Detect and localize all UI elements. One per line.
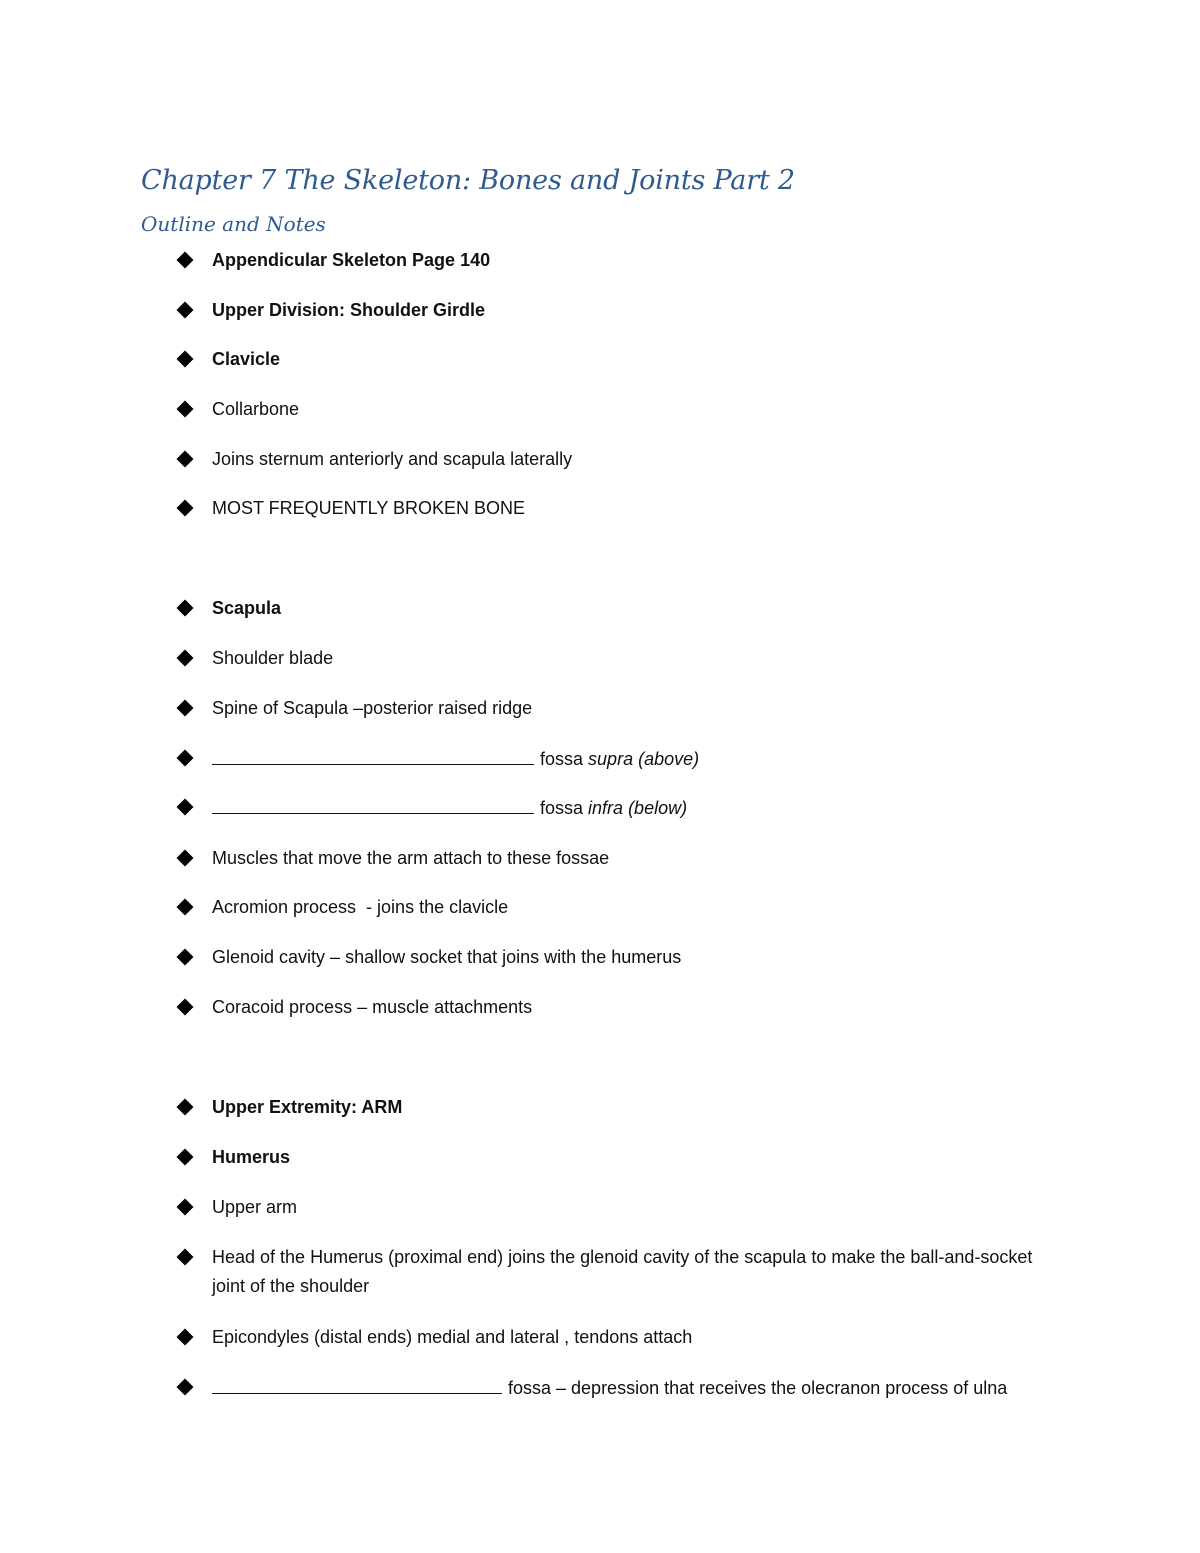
- diamond-bullet-icon: [177, 1099, 194, 1116]
- list-item-text: [212, 793, 1072, 823]
- page-subtitle: Outline and Notes: [141, 212, 326, 236]
- list-item-text: [212, 1373, 1072, 1403]
- diamond-bullet-icon: [177, 302, 194, 319]
- diamond-bullet-icon: [177, 1249, 194, 1266]
- list-item-text: MOST FREQUENTLY BROKEN BONE: [212, 498, 526, 518]
- fossa-term: supra (above): [588, 749, 700, 769]
- diamond-bullet-icon: [177, 600, 194, 617]
- diamond-bullet-icon: [177, 850, 194, 867]
- list-item-text: Epicondyles (distal ends) medial and lateral , tendons attach: [212, 1327, 693, 1347]
- fossa-label: fossa: [540, 798, 584, 818]
- diamond-bullet-icon: [177, 500, 194, 517]
- list-item-text: Upper Extremity: ARM: [212, 1097, 403, 1117]
- fill-in-blank: [212, 793, 534, 814]
- diamond-bullet-icon: [177, 401, 194, 418]
- list-item-text: Muscles that move the arm attach to these fossae: [212, 848, 610, 868]
- diamond-bullet-icon: [177, 1199, 194, 1216]
- list-item-text: [212, 744, 1072, 774]
- diamond-bullet-icon: [177, 999, 194, 1016]
- list-item-text: Scapula: [212, 598, 282, 618]
- diamond-bullet-icon: [177, 899, 194, 916]
- diamond-bullet-icon: [177, 1379, 194, 1396]
- diamond-bullet-icon: [177, 750, 194, 767]
- list-item-text: Appendicular Skeleton Page 140: [212, 250, 491, 270]
- list-item-text: Upper Division: Shoulder Girdle: [212, 300, 486, 320]
- list-item-text: Spine of Scapula –posterior raised ridge: [212, 698, 533, 718]
- list-item-text: Acromion process - joins the clavicle: [212, 897, 509, 917]
- fill-in-blank: [212, 744, 534, 765]
- diamond-bullet-icon: [177, 949, 194, 966]
- diamond-bullet-icon: [177, 1329, 194, 1346]
- diamond-bullet-icon: [177, 799, 194, 816]
- page-title: Chapter 7 The Skeleton: Bones and Joints Part 2: [141, 165, 795, 196]
- fossa-label: fossa: [540, 749, 584, 769]
- list-item-text: Glenoid cavity – shallow socket that joins with the humerus: [212, 947, 682, 967]
- diamond-bullet-icon: [177, 650, 194, 667]
- list-item-text: Clavicle: [212, 349, 281, 369]
- fossa-term: infra (below): [588, 798, 688, 818]
- diamond-bullet-icon: [177, 351, 194, 368]
- diamond-bullet-icon: [177, 252, 194, 269]
- diamond-bullet-icon: [177, 700, 194, 717]
- list-item-text: Shoulder blade: [212, 648, 334, 668]
- list-item-text: Collarbone: [212, 399, 300, 419]
- list-item-text: Humerus: [212, 1147, 291, 1167]
- list-item-text: Head of the Humerus (proximal end) joins the glenoid cavity of the scapula to make the ball-and-socket joint of the shoulder: [212, 1247, 1033, 1296]
- list-item-text: Coracoid process – muscle attachments: [212, 997, 533, 1017]
- diamond-bullet-icon: [177, 451, 194, 468]
- diamond-bullet-icon: [177, 1149, 194, 1166]
- fill-in-blank: [212, 1373, 502, 1394]
- list-item-text: Joins sternum anteriorly and scapula laterally: [212, 449, 573, 469]
- list-item-text: Upper arm: [212, 1197, 298, 1217]
- fossa-description: fossa – depression that receives the olecranon process of ulna: [508, 1378, 1008, 1398]
